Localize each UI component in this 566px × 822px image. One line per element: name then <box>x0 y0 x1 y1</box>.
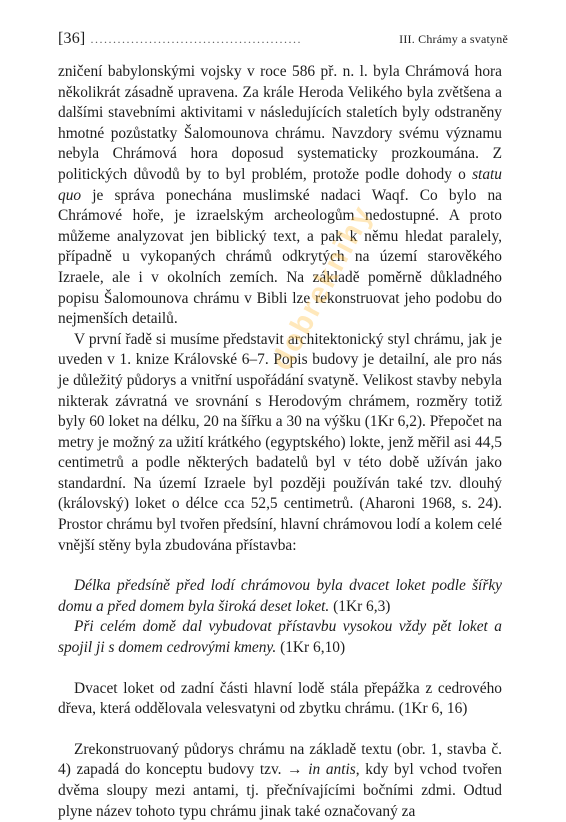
chapter-title: III. Chrámy a svatyně <box>399 32 508 46</box>
body-text <box>58 62 502 822</box>
italic-term: in antis <box>308 761 356 779</box>
page-number: [36] <box>58 30 86 47</box>
quote-2: Při celém domě dal vybudovat přístavbu vysokou vždy pět loket a spojil ji s domem cedrovými kmeny. (1Kr 6,10) <box>58 618 502 657</box>
running-header <box>58 30 508 52</box>
watermark-text: dobreknihy <box>265 199 380 376</box>
paragraph-2: V první řadě si musíme představit architektonický styl chrámu, jak je uveden v 1. knize Královské 6–7. Popis budovy je detailní, ale pro nás je důležitý půdorys a vnitřní uspořádání svatyně. Velikost stavby nebyla nikterak závratná ve srovnání s Herodovým chrámem, rozměry totiž byly 60 loket na délku, 20 na šířku a 30 na výšku (1Kr 6,2). Přepočet na metry je možný za užití krátkého (egyptského) lokte, jenž měřil asi 44,5 centimetrů a podle některých badatelů byl v této době užíván jako standardní. Na území Izraele byl později používán také tzv. dlouhý (královský) loket o délce cca 52,5 centimetrů. (Aharoni 1968, s. 24). Prostor chrámu byl tvořen předsíní, hlavní chrámovou lodí a kolem celé vnější stěny byla zbudována přístavba: <box>58 330 502 554</box>
quote-1: Délka předsíně před lodí chrámovou byla dvacet loket podle šířky domu a před domem byla široká deset loket. (1Kr 6,3) <box>58 577 502 615</box>
leader-dots: ............................................... <box>90 32 302 46</box>
italic-term: statu quo <box>58 165 502 204</box>
paragraph-1: zničení babylonskými vojsky v roce 586 př. n. l. byla Chrámová hora několikrát zásadně upravena. Za krále Heroda Velikého byla zvětšena a dalšími stavebními aktivitami v následujících staletích byly odstraněny hmotné pozůstatky Šalomounova chrámu. Navzdory svému významu nebyla Chrámová hora doposud systematicky prozkoumána. Z politických důvodů by to byl problém, protože podle dohody o statu quo je správa ponechána muslimské nadaci Waqf. Co bylo na Chrámové hoře, je izraelským archeologům nedostupné. A proto můžeme analyzovat jen biblický text, a pak k němu hledat paralely, případně u vykopaných chrámů odkrytých na území starověkého Izraele, ale i v okolních zemích. Na základě poměrně důkladného popisu Šalomounova chrámu v Bibli lze rekonstruovat jeho podobu do nejmenších detailů. <box>58 63 502 328</box>
paragraph-4: Zrekonstruovaný půdorys chrámu na základě textu (obr. 1, stavba č. 4) zapadá do konceptu budovy tzv. → in antis, kdy byl vchod tvořen dvěma sloupy mezi antami, tj. přečnívajícími bočními zdmi. Odtud plyne název tohoto typu chrámu jinak také označovaný za <box>58 740 502 820</box>
paragraph-3: Dvacet loket od zadní části hlavní lodě stála přepážka z cedrového dřeva, která oddělovala velesvatyni od zbytku chrámu. (1Kr 6, 16) <box>58 679 502 718</box>
